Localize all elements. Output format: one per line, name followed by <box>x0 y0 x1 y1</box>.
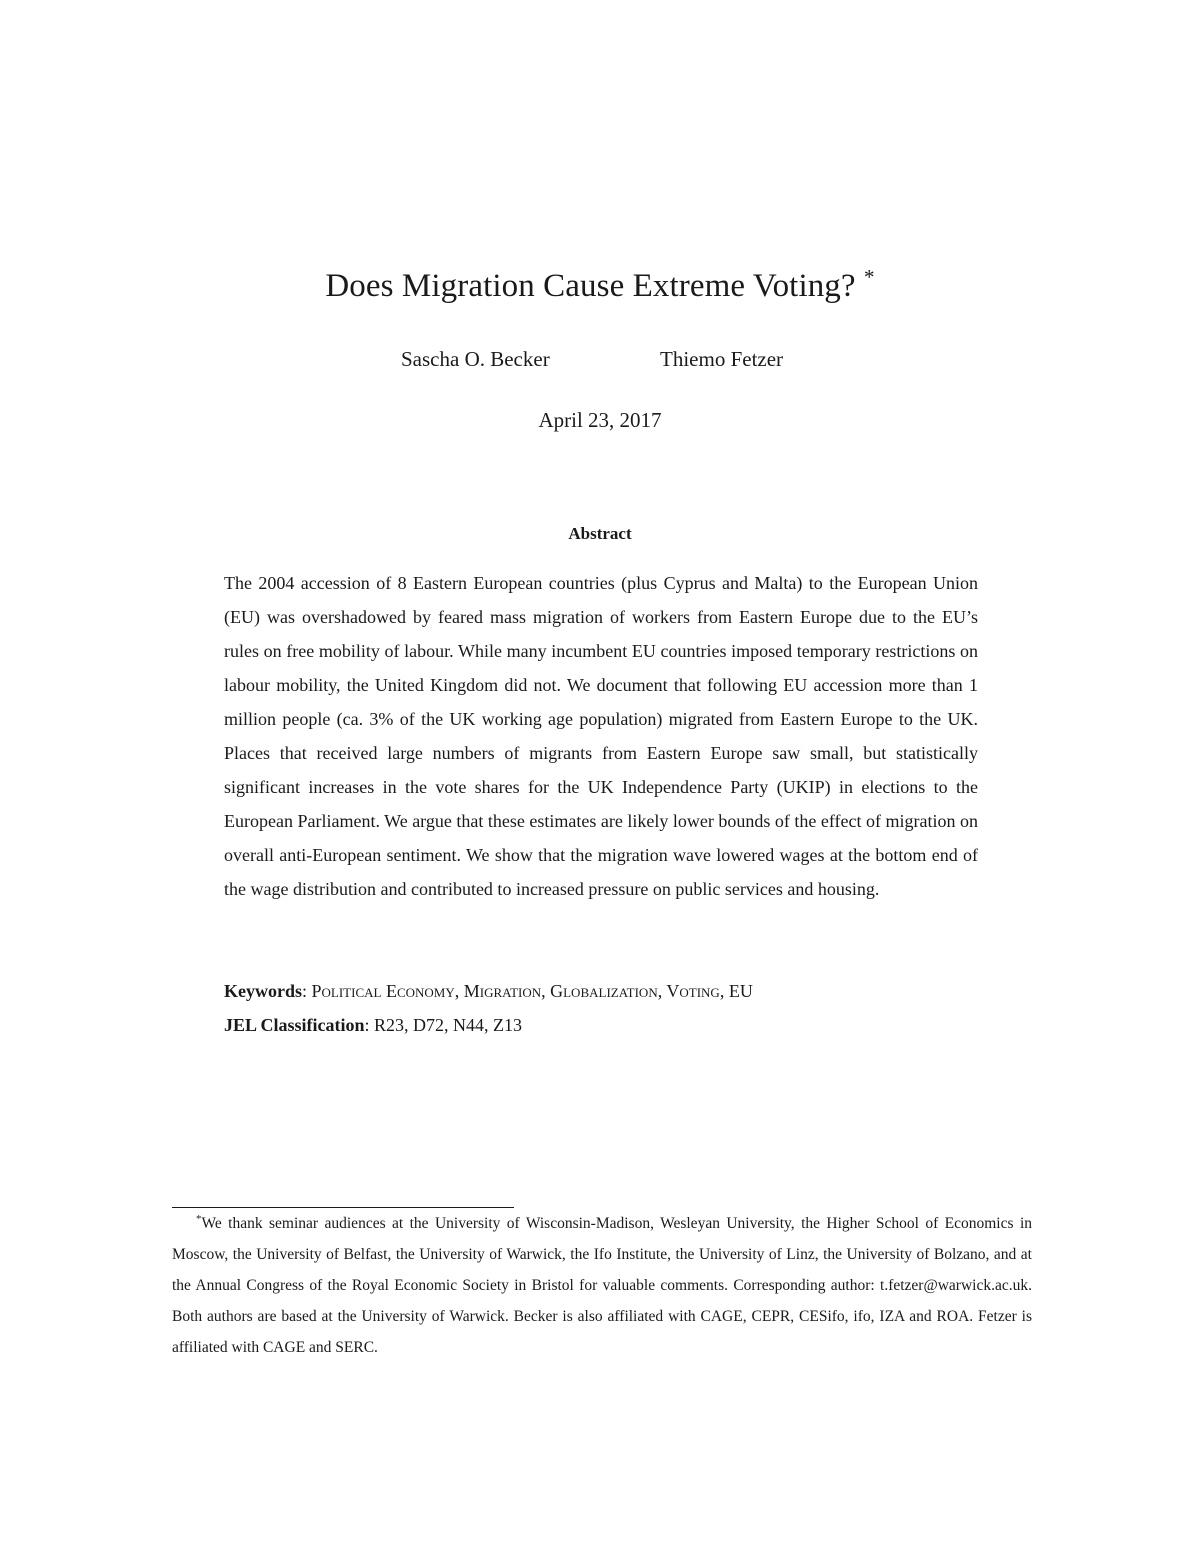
title-footnote-mark: * <box>864 265 875 289</box>
keywords-label: Keywords <box>224 981 302 1001</box>
jel-value: R23, D72, N44, Z13 <box>374 1015 523 1035</box>
footnote-mark: * <box>196 1212 202 1225</box>
author-name: Sascha O. Becker <box>401 347 550 371</box>
paper-date: April 23, 2017 <box>538 408 662 432</box>
paper-title-text: Does Migration Cause Extreme Voting? <box>325 268 856 304</box>
abstract-text: The 2004 accession of 8 Eastern European countries (plus Cyprus and Malta) to the European Union (EU) was overshadowed by feared mass migration of workers from Eastern Europe due to the EU’s rules on free mobility of labour. While many incumbent EU countries imposed temporary restrictions on labour mobility, the United Kingdom did not. We document that following EU accession more than 1 million people (ca. 3% of the UK working age population) migrated from Eastern Europe to the UK. Places that received large numbers of migrants from Eastern Europe saw small, but statistically significant increases in the vote shares for the UK Independence Party (UKIP) in elections to the European Parliament. We argue that these estimates are likely lower bounds of the effect of migration on overall anti-European sentiment. We show that the migration wave lowered wages at the bottom end of the wage distribution and contributed to increased pressure on public services and housing. <box>224 573 978 899</box>
abstract-heading: Abstract <box>568 524 632 543</box>
jel-label: JEL Classification <box>224 1015 365 1035</box>
footnote-text: We thank seminar audiences at the University of Wisconsin-Madison, Wesleyan University, the Higher School of Economics in Moscow, the University of Belfast, the University of Warwick, the Ifo Institute, the University of Linz, the University of Bolzano, and at the Annual Congress of the Royal Economic Society in Bristol for valuable comments. Corresponding author: t.fetzer@warwick.ac.uk. Both authors are based at the University of Warwick. Becker is also affiliated with CAGE, CEPR, CESifo, ifo, IZA and ROA. Fetzer is affiliated with CAGE and SERC. <box>172 1215 1032 1356</box>
jel-classification-line: JEL Classification: R23, D72, N44, Z13 <box>224 1015 523 1035</box>
author-name: Thiemo Fetzer <box>660 347 784 371</box>
paper-title <box>0 262 1200 310</box>
keywords-line: Keywords: Political Economy, Migration, Globalization, Voting, EU <box>224 981 753 1001</box>
keywords-value: Political Economy, Migration, Globalization, Voting, EU <box>311 981 753 1001</box>
title-footnote <box>172 1208 1032 1363</box>
